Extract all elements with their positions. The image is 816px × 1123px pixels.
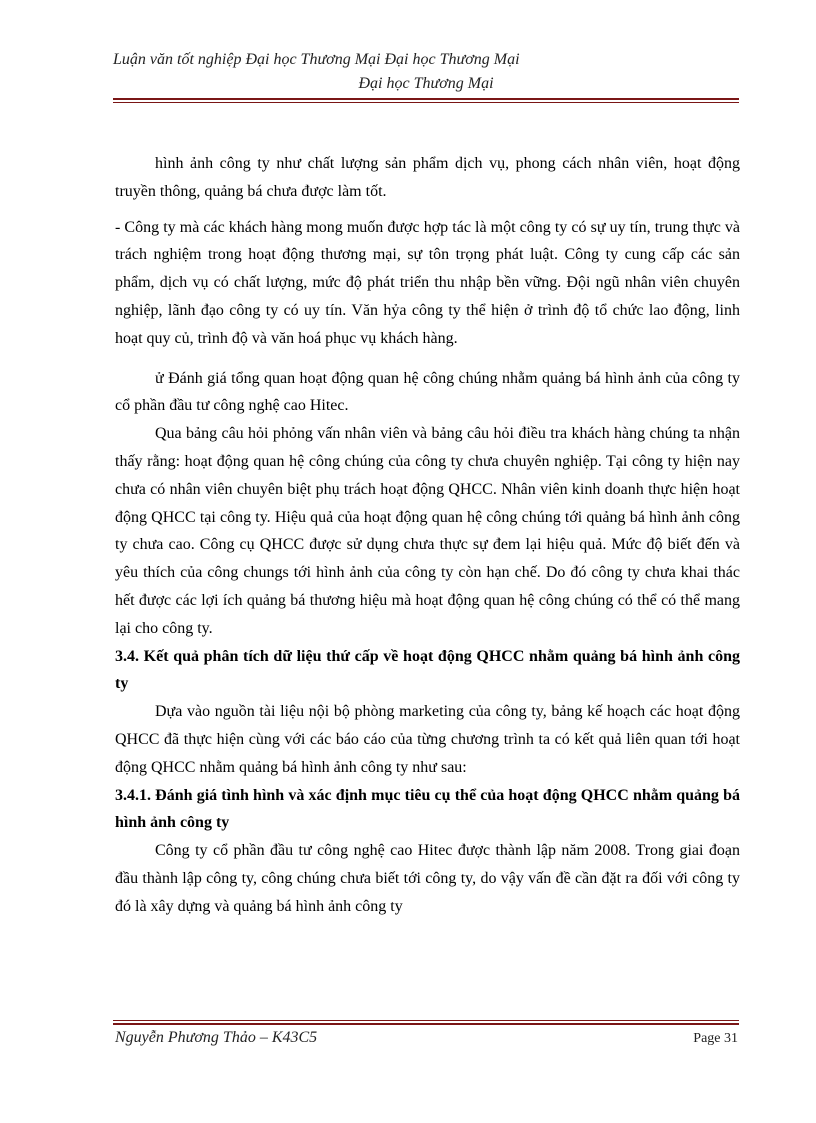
header-title-line1: Luận văn tốt nghiệp Đại học Thương Mại Đại học Thương Mại <box>113 51 520 68</box>
paragraph-1: hình ảnh công ty như chất lượng sản phẩm dịch vụ, phong cách nhân viên, hoạt động truyền thông, quảng bá chưa được làm tốt. <box>115 155 740 200</box>
header-divider <box>113 98 739 103</box>
paragraph-4: Qua bảng câu hỏi phỏng vấn nhân viên và bảng câu hỏi điều tra khách hàng chúng ta nhận thấy rằng: hoạt động quan hệ công chúng của công ty chưa chuyên nghiệp. Tại công ty hiện nay chưa có nhân viên chuyên biệt phụ trách hoạt động QHCC. Nhân viên kinh doanh thực hiện hoạt động QHCC tại công ty. Hiệu quả của hoạt động quan hệ công chúng tới quảng bá hình ảnh công ty chưa cao. Công cụ QHCC được sử dụng chưa thực sự đem lại hiệu quả. Mức độ biết đến và yêu thích của công chungs tới hình ảnh của công ty còn hạn chế. Do đó công ty chưa khai thác hết được các lợi ích quảng bá thương hiệu mà hoạt động quan hệ công chúng có thể có thể mang lại cho công ty. <box>115 425 740 637</box>
document-body <box>115 150 740 921</box>
section-heading-3-4: 3.4. Kết quả phân tích dữ liệu thứ cấp về hoạt động QHCC nhằm quảng bá hình ảnh công ty <box>115 647 740 693</box>
section-heading-3-4-1: 3.4.1. Đánh giá tình hình và xác định mục tiêu cụ thể của hoạt động QHCC nhằm quảng bá hình ảnh công ty <box>115 786 740 832</box>
page-header <box>113 48 739 96</box>
paragraph-3: ử Đánh giá tổng quan hoạt động quan hệ công chúng nhằm quảng bá hình ảnh của công ty cổ phần đầu tư công nghệ cao Hitec. <box>115 369 740 415</box>
paragraph-5: Dựa vào nguồn tài liệu nội bộ phòng marketing của công ty, bảng kế hoạch các hoạt động QHCC đã thực hiện cùng với các báo cáo của từng chương trình ta có kết quả liên quan tới hoạt động QHCC nhằm quảng bá hình ảnh công ty như sau: <box>115 703 740 776</box>
paragraph-2: - Công ty mà các khách hàng mong muốn được hợp tác là một công ty có sự uy tín, trung thực và trách nghiệm trong hoạt động thương mại, sự tôn trọng phát luật. Công ty cung cấp các sản phẩm, dịch vụ có chất lượng, mức độ phát triển thu nhập bền vững. Đội ngũ nhân viên chuyên nghiệp, lãnh đạo công ty có uy tín. Văn hỷa công ty thể hiện ở trình độ tổ chức lao động, linh hoạt quy củ, trình độ và văn hoá phục vụ khách hàng. <box>115 218 740 347</box>
header-title-line2: Đại học Thương Mại <box>358 75 494 92</box>
footer-author: Nguyễn Phương Thảo – K43C5 <box>115 1029 318 1046</box>
footer-divider <box>113 1020 739 1025</box>
page-number: Page 31 <box>693 1031 738 1046</box>
paragraph-6: Công ty cổ phần đầu tư công nghệ cao Hitec được thành lập năm 2008. Trong giai đoạn đầu thành lập công ty, công chúng chưa biết tới công ty, do vậy vấn đề cần đặt ra đối với công ty đó là xây dựng và quảng bá hình ảnh công ty <box>115 842 740 915</box>
